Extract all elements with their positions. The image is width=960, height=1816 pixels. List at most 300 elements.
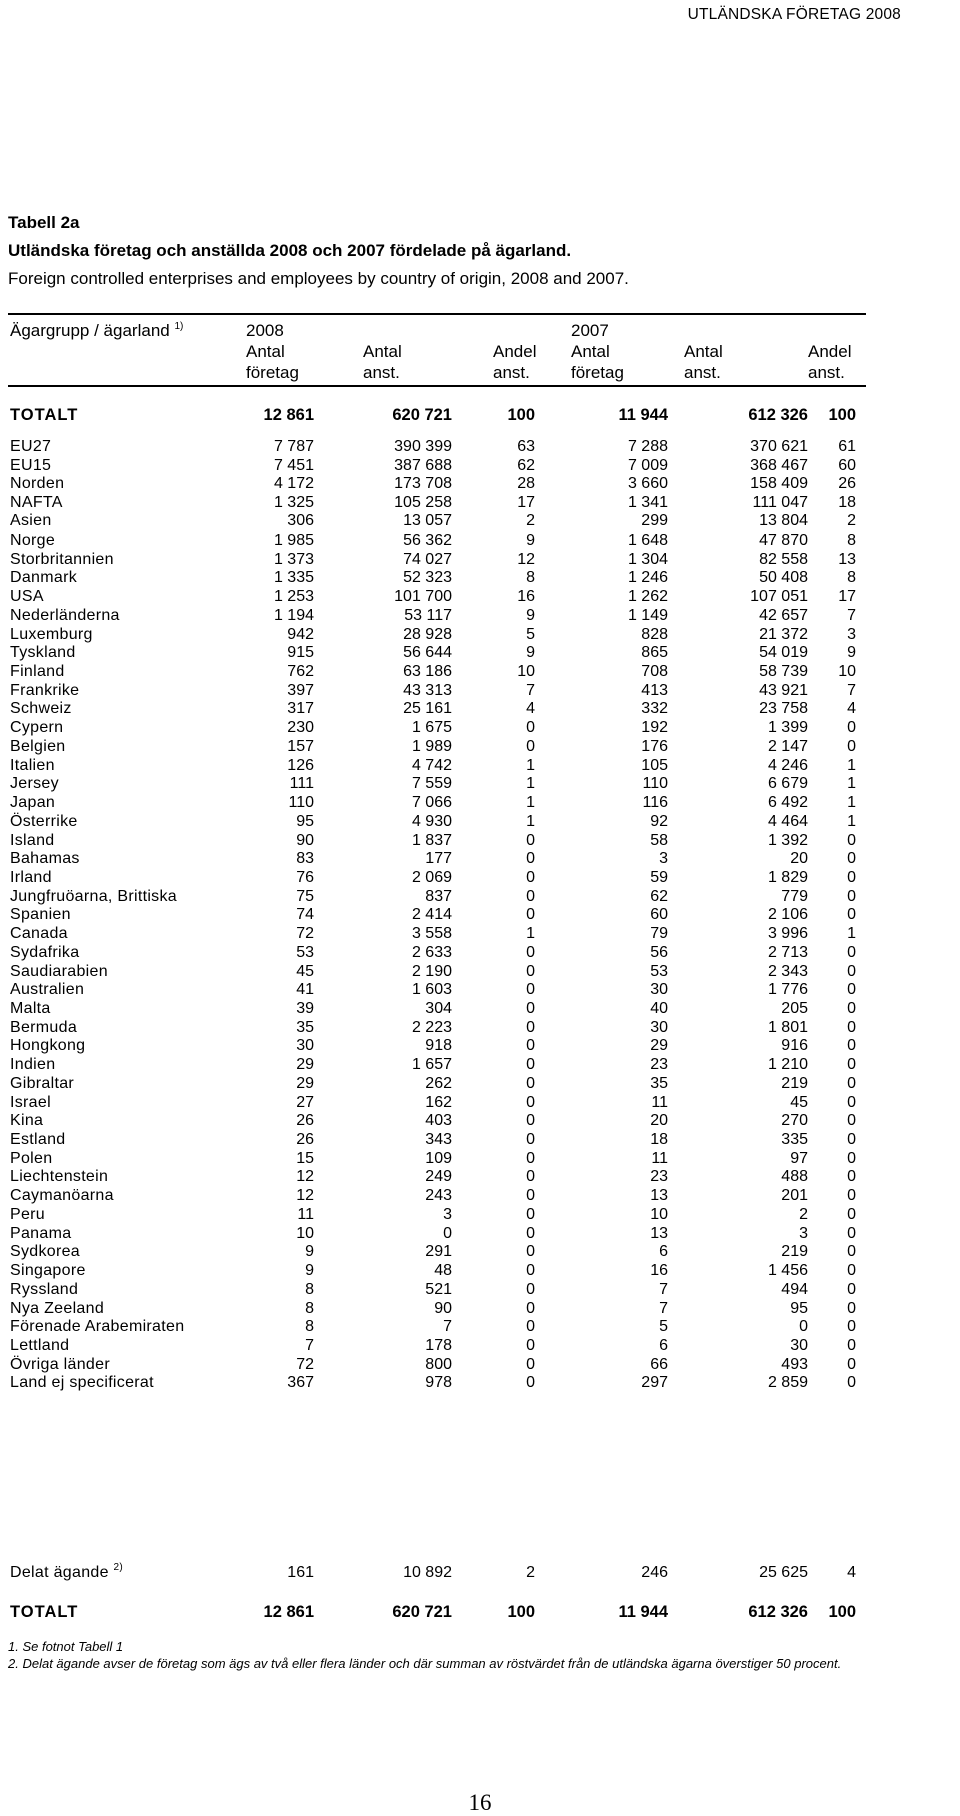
cell-2007-andel: 0 bbox=[847, 1037, 856, 1055]
group-label: Ägargrupp / ägarland bbox=[10, 321, 170, 340]
row-label: Japan bbox=[10, 794, 56, 812]
row-label: Peru bbox=[10, 1205, 45, 1223]
cell-2008-foretag: 11 bbox=[297, 1205, 314, 1223]
cell-2008-andel: 12 bbox=[517, 550, 535, 568]
cell-2007-foretag: 79 bbox=[650, 925, 668, 943]
row-label: Sydafrika bbox=[10, 943, 80, 961]
cell-2007-anst: 1 210 bbox=[767, 1056, 808, 1074]
cell-2008-anst: 56 362 bbox=[403, 532, 452, 549]
cell-2008-foretag: 1 253 bbox=[273, 588, 314, 606]
cell-2008-anst: 7 bbox=[443, 1318, 452, 1336]
cell-2008-foretag: 8 bbox=[305, 1299, 314, 1317]
cell-2008-andel: 0 bbox=[526, 1168, 535, 1186]
cell-2007-foretag: 1 149 bbox=[627, 606, 668, 624]
cell-2008-andel: 0 bbox=[526, 943, 535, 961]
cell-2007-anst: 779 bbox=[781, 887, 808, 905]
year-2007-header: 2007 bbox=[571, 321, 609, 340]
cell-2008-andel: 0 bbox=[526, 1280, 535, 1298]
cell-2007-andel: 1 bbox=[847, 812, 856, 830]
cell-2007-andel: 1 bbox=[847, 756, 856, 774]
cell-2007-foretag: 116 bbox=[642, 794, 668, 812]
cell-2007-foretag: 11 944 bbox=[618, 1603, 668, 1621]
cell-2007-anst: 47 870 bbox=[759, 532, 808, 549]
cell-2007-anst: 54 019 bbox=[759, 644, 808, 662]
cell-2007-foretag: 1 304 bbox=[627, 550, 668, 568]
cell-2007-foretag: 13 bbox=[650, 1224, 668, 1242]
cell-2007-foretag: 11 bbox=[651, 1093, 668, 1111]
cell-2008-anst: 4 742 bbox=[411, 756, 452, 774]
cell-2007-foretag: 7 bbox=[659, 1280, 668, 1298]
row-label: Norden bbox=[10, 475, 65, 493]
cell-2008-anst: 2 414 bbox=[411, 906, 452, 924]
cell-2007-andel: 0 bbox=[847, 1131, 856, 1149]
cell-2008-andel: 0 bbox=[526, 962, 535, 980]
cell-2008-anst: 25 161 bbox=[403, 700, 452, 718]
col-2008-antal-anst-l2: anst. bbox=[363, 363, 400, 382]
cell-2007-foretag: 30 bbox=[650, 1018, 668, 1036]
cell-2007-anst: 2 859 bbox=[767, 1374, 808, 1392]
row-label: USA bbox=[10, 588, 44, 606]
cell-2007-andel: 0 bbox=[847, 981, 856, 999]
cell-2007-foretag: 6 bbox=[659, 1336, 668, 1354]
cell-2007-anst: 916 bbox=[781, 1037, 808, 1055]
cell-2008-andel: 0 bbox=[526, 719, 535, 737]
col-2008-antal-anst-l1: Antal bbox=[363, 342, 402, 361]
cell-2008-andel: 1 bbox=[526, 756, 535, 774]
cell-2008-anst: 837 bbox=[425, 887, 452, 905]
cell-2007-anst: 368 467 bbox=[750, 456, 808, 474]
cell-2008-foretag: 74 bbox=[296, 906, 314, 924]
cell-2007-foretag: 23 bbox=[650, 1056, 668, 1074]
cell-2008-anst: 101 700 bbox=[394, 588, 452, 606]
cell-2007-andel: 0 bbox=[847, 1168, 856, 1186]
cell-2008-foretag: 45 bbox=[296, 962, 314, 980]
row-label: TOTALT bbox=[10, 406, 79, 424]
table-row-delat-agande bbox=[0, 1562, 960, 1584]
cell-2008-foretag: 12 861 bbox=[263, 1603, 314, 1621]
cell-2007-anst: 2 bbox=[799, 1205, 808, 1223]
col-2007-andel-anst-l2: anst. bbox=[808, 363, 845, 382]
cell-2007-andel: 100 bbox=[828, 1603, 856, 1621]
col-2007-antal-anst-l1: Antal bbox=[684, 342, 723, 361]
cell-2008-foretag: 367 bbox=[287, 1374, 314, 1392]
cell-2007-anst: 205 bbox=[781, 1000, 808, 1017]
cell-2008-andel: 0 bbox=[526, 1000, 535, 1017]
cell-2007-foretag: 20 bbox=[650, 1112, 668, 1130]
cell-2007-andel: 0 bbox=[847, 1243, 856, 1261]
row-label: Saudiarabien bbox=[10, 962, 108, 980]
cell-2008-anst: 800 bbox=[425, 1355, 452, 1373]
delat-label: Delat ägande bbox=[10, 1564, 109, 1581]
cell-2008-andel: 0 bbox=[526, 1018, 535, 1036]
cell-2007-andel: 1 bbox=[847, 925, 856, 943]
cell-2007-foretag: 59 bbox=[650, 868, 668, 886]
table-number: Tabell 2a bbox=[8, 213, 80, 232]
cell-2008-anst: 249 bbox=[425, 1168, 452, 1186]
cell-2007-anst: 13 804 bbox=[759, 512, 808, 530]
cell-2008-foretag: 1 194 bbox=[273, 606, 314, 624]
cell-2008-foretag: 111 bbox=[289, 775, 314, 793]
cell-2007-andel: 18 bbox=[838, 493, 856, 511]
cell-2007-foretag: 7 288 bbox=[627, 438, 668, 455]
cell-2007-foretag: 29 bbox=[650, 1037, 668, 1055]
cell-2008-foretag: 53 bbox=[296, 943, 314, 961]
cell-2008-andel: 0 bbox=[526, 1037, 535, 1055]
cell-2007-anst: 82 558 bbox=[759, 550, 808, 568]
cell-2007-anst: 2 147 bbox=[767, 737, 808, 755]
cell-2007-anst: 1 776 bbox=[767, 981, 808, 999]
cell-2007-andel: 100 bbox=[828, 406, 856, 424]
cell-2008-anst: 48 bbox=[434, 1262, 452, 1280]
cell-2008-andel: 8 bbox=[526, 569, 535, 587]
cell-2007-anst: 6 679 bbox=[767, 775, 808, 793]
cell-2008-foretag: 95 bbox=[296, 812, 314, 830]
cell-2008-andel: 0 bbox=[526, 1336, 535, 1354]
table-title-english: Foreign controlled enterprises and employees by country of origin, 2008 and 2007. bbox=[8, 269, 629, 288]
cell-2007-andel: 0 bbox=[847, 719, 856, 737]
cell-2007-foretag: 3 660 bbox=[627, 475, 668, 493]
cell-2007-foretag: 30 bbox=[650, 981, 668, 999]
col-2007-andel-anst-l1: Andel bbox=[808, 342, 852, 361]
cell-2007-andel: 0 bbox=[847, 1299, 856, 1317]
row-label: Singapore bbox=[10, 1262, 86, 1280]
cell-2007-andel: 0 bbox=[847, 1374, 856, 1392]
cell-2008-foretag: 72 bbox=[296, 925, 314, 943]
row-label: TOTALT bbox=[10, 1603, 79, 1621]
row-label: Österrike bbox=[10, 812, 78, 830]
cell-2008-anst: 1 837 bbox=[411, 831, 452, 849]
cell-2007-anst: 158 409 bbox=[750, 475, 808, 493]
cell-2008-anst: 177 bbox=[425, 850, 452, 868]
cell-2008-andel: 0 bbox=[526, 1093, 535, 1111]
table-row bbox=[0, 510, 960, 532]
cell-2007-andel: 61 bbox=[838, 438, 856, 455]
col-2007-antal-anst-l2: anst. bbox=[684, 363, 721, 382]
cell-2007-andel: 0 bbox=[847, 1018, 856, 1036]
cell-2008-foretag: 72 bbox=[296, 1355, 314, 1373]
cell-2008-foretag: 762 bbox=[287, 663, 314, 681]
cell-2007-andel: 0 bbox=[847, 1262, 856, 1280]
cell-2008-anst: 2 223 bbox=[411, 1018, 452, 1036]
cell-2007-andel: 17 bbox=[838, 588, 856, 606]
cell-2008-andel: 2 bbox=[526, 1564, 535, 1581]
cell-2008-andel: 17 bbox=[517, 493, 535, 511]
cell-2007-andel: 8 bbox=[847, 532, 856, 549]
row-label: Ryssland bbox=[10, 1280, 79, 1298]
cell-2007-foretag: 18 bbox=[650, 1131, 668, 1149]
cell-2008-anst: 3 558 bbox=[411, 925, 452, 943]
cell-2008-foretag: 39 bbox=[296, 1000, 314, 1017]
cell-2007-anst: 219 bbox=[781, 1243, 808, 1261]
row-label: Bermuda bbox=[10, 1018, 78, 1036]
cell-2008-foretag: 1 985 bbox=[273, 532, 314, 549]
cell-2008-anst: 291 bbox=[425, 1243, 452, 1261]
cell-2007-andel: 1 bbox=[847, 775, 856, 793]
cell-2008-foretag: 10 bbox=[296, 1224, 314, 1242]
cell-2007-foretag: 865 bbox=[641, 644, 668, 662]
cell-2008-foretag: 317 bbox=[287, 700, 314, 718]
cell-2007-anst: 95 bbox=[790, 1299, 808, 1317]
cell-2007-anst: 2 713 bbox=[767, 943, 808, 961]
cell-2008-anst: 918 bbox=[425, 1037, 452, 1055]
title-block bbox=[8, 209, 938, 293]
column-header-group bbox=[10, 321, 183, 344]
row-label: Finland bbox=[10, 663, 65, 681]
cell-2008-anst: 162 bbox=[425, 1093, 452, 1111]
cell-2008-foretag: 75 bbox=[296, 887, 314, 905]
row-label: Jungfruöarna, Brittiska bbox=[10, 887, 177, 905]
page-number: 16 bbox=[468, 1790, 492, 1815]
cell-2008-foretag: 126 bbox=[287, 756, 314, 774]
cell-2008-anst: 1 989 bbox=[411, 737, 452, 755]
cell-2008-anst: 4 930 bbox=[411, 812, 452, 830]
cell-2007-andel: 7 bbox=[847, 681, 856, 699]
cell-2007-foretag: 1 246 bbox=[627, 569, 668, 587]
cell-2008-foretag: 1 335 bbox=[273, 569, 314, 587]
cell-2008-foretag: 1 325 bbox=[273, 493, 314, 511]
cell-2008-andel: 7 bbox=[526, 681, 535, 699]
cell-2008-anst: 53 117 bbox=[404, 606, 452, 624]
cell-2007-foretag: 1 341 bbox=[627, 493, 668, 511]
cell-2007-andel: 0 bbox=[847, 1074, 856, 1092]
row-label: Danmark bbox=[10, 569, 78, 587]
cell-2007-andel: 0 bbox=[847, 1336, 856, 1354]
cell-2008-anst: 7 066 bbox=[411, 794, 452, 812]
cell-2008-andel: 0 bbox=[526, 1243, 535, 1261]
row-label: NAFTA bbox=[10, 493, 63, 511]
row-label: Spanien bbox=[10, 906, 71, 924]
cell-2008-foretag: 30 bbox=[296, 1037, 314, 1055]
table-row-total-bottom bbox=[0, 1602, 960, 1624]
cell-2007-andel: 0 bbox=[847, 1112, 856, 1130]
cell-2007-anst: 2 106 bbox=[767, 906, 808, 924]
cell-2008-anst: 343 bbox=[425, 1131, 452, 1149]
cell-2007-andel: 8 bbox=[847, 569, 856, 587]
cell-2008-andel: 5 bbox=[526, 625, 535, 643]
cell-2007-anst: 43 921 bbox=[759, 681, 808, 699]
row-label bbox=[10, 1562, 123, 1586]
cell-2008-andel: 0 bbox=[526, 1187, 535, 1205]
row-label: Frankrike bbox=[10, 681, 80, 699]
cell-2007-anst: 612 326 bbox=[748, 406, 808, 424]
cell-2007-andel: 13 bbox=[838, 550, 856, 568]
cell-2008-foretag: 12 bbox=[296, 1187, 314, 1205]
cell-2007-andel: 0 bbox=[847, 887, 856, 905]
cell-2008-andel: 2 bbox=[526, 512, 535, 530]
cell-2007-foretag: 7 bbox=[659, 1299, 668, 1317]
cell-2008-foretag: 41 bbox=[296, 981, 314, 999]
cell-2007-anst: 97 bbox=[790, 1149, 808, 1167]
cell-2008-andel: 0 bbox=[526, 1318, 535, 1336]
row-label: Gibraltar bbox=[10, 1074, 75, 1092]
cell-2008-anst: 74 027 bbox=[403, 550, 452, 568]
col-2007-antal-foretag-l2: företag bbox=[571, 363, 624, 382]
cell-2007-andel: 7 bbox=[847, 606, 856, 624]
row-label: Israel bbox=[10, 1093, 51, 1111]
cell-2008-foretag: 7 451 bbox=[273, 456, 314, 474]
cell-2008-foretag: 230 bbox=[287, 719, 314, 737]
cell-2008-anst: 1 603 bbox=[411, 981, 452, 999]
cell-2008-foretag: 27 bbox=[296, 1093, 314, 1111]
cell-2007-andel: 0 bbox=[847, 1318, 856, 1336]
cell-2007-anst: 42 657 bbox=[759, 606, 808, 624]
cell-2007-foretag: 11 bbox=[651, 1149, 668, 1167]
row-label: Lettland bbox=[10, 1336, 70, 1354]
cell-2007-anst: 1 399 bbox=[767, 719, 808, 737]
cell-2008-foretag: 306 bbox=[287, 512, 314, 530]
row-label: Italien bbox=[10, 756, 55, 774]
cell-2007-foretag: 176 bbox=[641, 737, 668, 755]
cell-2008-andel: 0 bbox=[526, 1205, 535, 1223]
cell-2007-andel: 0 bbox=[847, 737, 856, 755]
cell-2007-anst: 3 996 bbox=[767, 925, 808, 943]
cell-2007-andel: 0 bbox=[847, 850, 856, 868]
cell-2007-anst: 612 326 bbox=[748, 1603, 808, 1621]
cell-2008-anst: 978 bbox=[425, 1374, 452, 1392]
cell-2008-foretag: 1 373 bbox=[273, 550, 314, 568]
cell-2008-anst: 304 bbox=[425, 1000, 452, 1017]
cell-2007-anst: 0 bbox=[799, 1318, 808, 1336]
cell-2007-anst: 25 625 bbox=[759, 1564, 808, 1581]
cell-2007-andel: 0 bbox=[847, 906, 856, 924]
cell-2008-anst: 403 bbox=[425, 1112, 452, 1130]
cell-2008-foretag: 7 bbox=[305, 1336, 314, 1354]
cell-2007-andel: 4 bbox=[847, 700, 856, 718]
page-header: UTLÄNDSKA FÖRETAG 2008 bbox=[687, 6, 901, 23]
cell-2007-foretag: 708 bbox=[641, 663, 668, 681]
row-label: Storbritannien bbox=[10, 550, 114, 568]
cell-2008-foretag: 26 bbox=[296, 1131, 314, 1149]
row-label: EU27 bbox=[10, 438, 52, 455]
cell-2008-anst: 0 bbox=[443, 1224, 452, 1242]
row-label: Malta bbox=[10, 1000, 51, 1017]
cell-2008-anst: 90 bbox=[434, 1299, 452, 1317]
cell-2008-foretag: 76 bbox=[296, 868, 314, 886]
cell-2008-foretag: 397 bbox=[287, 681, 314, 699]
cell-2007-foretag: 35 bbox=[650, 1074, 668, 1092]
cell-2008-andel: 0 bbox=[526, 1224, 535, 1242]
row-label: Liechtenstein bbox=[10, 1168, 109, 1186]
cell-2008-andel: 1 bbox=[526, 775, 535, 793]
cell-2008-andel: 0 bbox=[526, 850, 535, 868]
cell-2007-andel: 1 bbox=[847, 794, 856, 812]
cell-2007-foretag: 192 bbox=[641, 719, 668, 737]
row-label: Hongkong bbox=[10, 1037, 86, 1055]
row-label: Övriga länder bbox=[10, 1355, 110, 1373]
cell-2008-foretag: 12 bbox=[296, 1168, 314, 1186]
cell-2008-andel: 0 bbox=[526, 1149, 535, 1167]
cell-2007-foretag: 40 bbox=[650, 1000, 668, 1017]
footnote-1: 1. Se fotnot Tabell 1 bbox=[8, 1639, 124, 1654]
col-2008-andel-anst-l1: Andel bbox=[493, 342, 537, 361]
cell-2007-anst: 4 464 bbox=[767, 812, 808, 830]
row-label: Kina bbox=[10, 1112, 44, 1130]
cell-2008-anst: 178 bbox=[425, 1336, 452, 1354]
cell-2007-foretag: 66 bbox=[650, 1355, 668, 1373]
cell-2007-andel: 0 bbox=[847, 943, 856, 961]
cell-2007-andel: 0 bbox=[847, 1056, 856, 1074]
cell-2007-anst: 111 047 bbox=[752, 493, 808, 511]
table-title-swedish: Utländska företag och anställda 2008 och 2007 fördelade på ägarland. bbox=[8, 241, 572, 260]
footnote-2: 2. Delat ägande avser de företag som ägs av två eller flera länder och där summan av röstvärdet från de utländska ägarna överstiger 50 procent. bbox=[8, 1656, 842, 1671]
cell-2008-andel: 0 bbox=[526, 1262, 535, 1280]
cell-2007-andel: 0 bbox=[847, 868, 856, 886]
cell-2007-foretag: 332 bbox=[641, 700, 668, 718]
row-label: Luxemburg bbox=[10, 625, 93, 643]
col-2007-antal-foretag-l1: Antal bbox=[571, 342, 610, 361]
cell-2008-anst: 2 190 bbox=[411, 962, 452, 980]
cell-2007-anst: 45 bbox=[790, 1093, 808, 1111]
cell-2007-foretag: 60 bbox=[650, 906, 668, 924]
row-label: Land ej specificerat bbox=[10, 1374, 154, 1392]
cell-2008-foretag: 29 bbox=[296, 1074, 314, 1092]
cell-2008-anst: 43 313 bbox=[403, 681, 452, 699]
cell-2007-anst: 23 758 bbox=[759, 700, 808, 718]
cell-2008-anst: 13 057 bbox=[403, 512, 452, 530]
row-label: Bahamas bbox=[10, 850, 80, 868]
row-label: Indien bbox=[10, 1056, 56, 1074]
cell-2007-anst: 30 bbox=[790, 1336, 808, 1354]
cell-2007-foretag: 10 bbox=[650, 1205, 668, 1223]
cell-2007-foretag: 23 bbox=[650, 1168, 668, 1186]
cell-2007-foretag: 1 648 bbox=[627, 532, 668, 549]
cell-2007-foretag: 11 944 bbox=[618, 406, 668, 424]
cell-2007-anst: 335 bbox=[781, 1131, 808, 1149]
cell-2007-anst: 370 621 bbox=[750, 438, 808, 455]
cell-2007-anst: 20 bbox=[790, 850, 808, 868]
cell-2007-andel: 10 bbox=[838, 663, 856, 681]
cell-2007-foretag: 58 bbox=[650, 831, 668, 849]
cell-2008-foretag: 35 bbox=[296, 1018, 314, 1036]
row-label: Förenade Arabemiraten bbox=[10, 1318, 185, 1336]
cell-2007-foretag: 13 bbox=[650, 1187, 668, 1205]
col-2008-andel-anst-l2: anst. bbox=[493, 363, 530, 382]
cell-2007-foretag: 1 262 bbox=[627, 588, 668, 606]
table-row-total bbox=[0, 405, 960, 427]
cell-2007-anst: 21 372 bbox=[759, 625, 808, 643]
cell-2008-foretag: 110 bbox=[288, 794, 314, 812]
cell-2008-foretag: 915 bbox=[287, 644, 314, 662]
cell-2007-andel: 26 bbox=[838, 475, 856, 493]
cell-2008-andel: 0 bbox=[526, 868, 535, 886]
row-label: Schweiz bbox=[10, 700, 72, 718]
cell-2008-anst: 2 069 bbox=[411, 868, 452, 886]
cell-2008-anst: 390 399 bbox=[394, 438, 452, 455]
row-label: Caymanöarna bbox=[10, 1187, 114, 1205]
cell-2008-andel: 0 bbox=[526, 1074, 535, 1092]
cell-2007-anst: 1 829 bbox=[767, 868, 808, 886]
cell-2008-foretag: 7 787 bbox=[273, 438, 314, 455]
cell-2008-anst: 620 721 bbox=[392, 1603, 452, 1621]
cell-2008-anst: 52 323 bbox=[403, 569, 452, 587]
cell-2008-anst: 109 bbox=[425, 1149, 452, 1167]
cell-2008-andel: 0 bbox=[526, 1374, 535, 1392]
cell-2008-anst: 173 708 bbox=[394, 475, 452, 493]
cell-2008-anst: 7 559 bbox=[411, 775, 452, 793]
cell-2007-foretag: 62 bbox=[650, 887, 668, 905]
cell-2007-anst: 494 bbox=[781, 1280, 808, 1298]
cell-2008-foretag: 29 bbox=[296, 1056, 314, 1074]
cell-2008-andel: 16 bbox=[517, 588, 535, 606]
cell-2007-anst: 6 492 bbox=[767, 794, 808, 812]
cell-2007-foretag: 5 bbox=[659, 1318, 668, 1336]
footnotes bbox=[8, 1638, 938, 1672]
cell-2008-anst: 620 721 bbox=[392, 406, 452, 424]
cell-2007-anst: 4 246 bbox=[767, 756, 808, 774]
cell-2008-foretag: 8 bbox=[305, 1318, 314, 1336]
cell-2007-andel: 0 bbox=[847, 1149, 856, 1167]
cell-2008-andel: 0 bbox=[526, 1299, 535, 1317]
